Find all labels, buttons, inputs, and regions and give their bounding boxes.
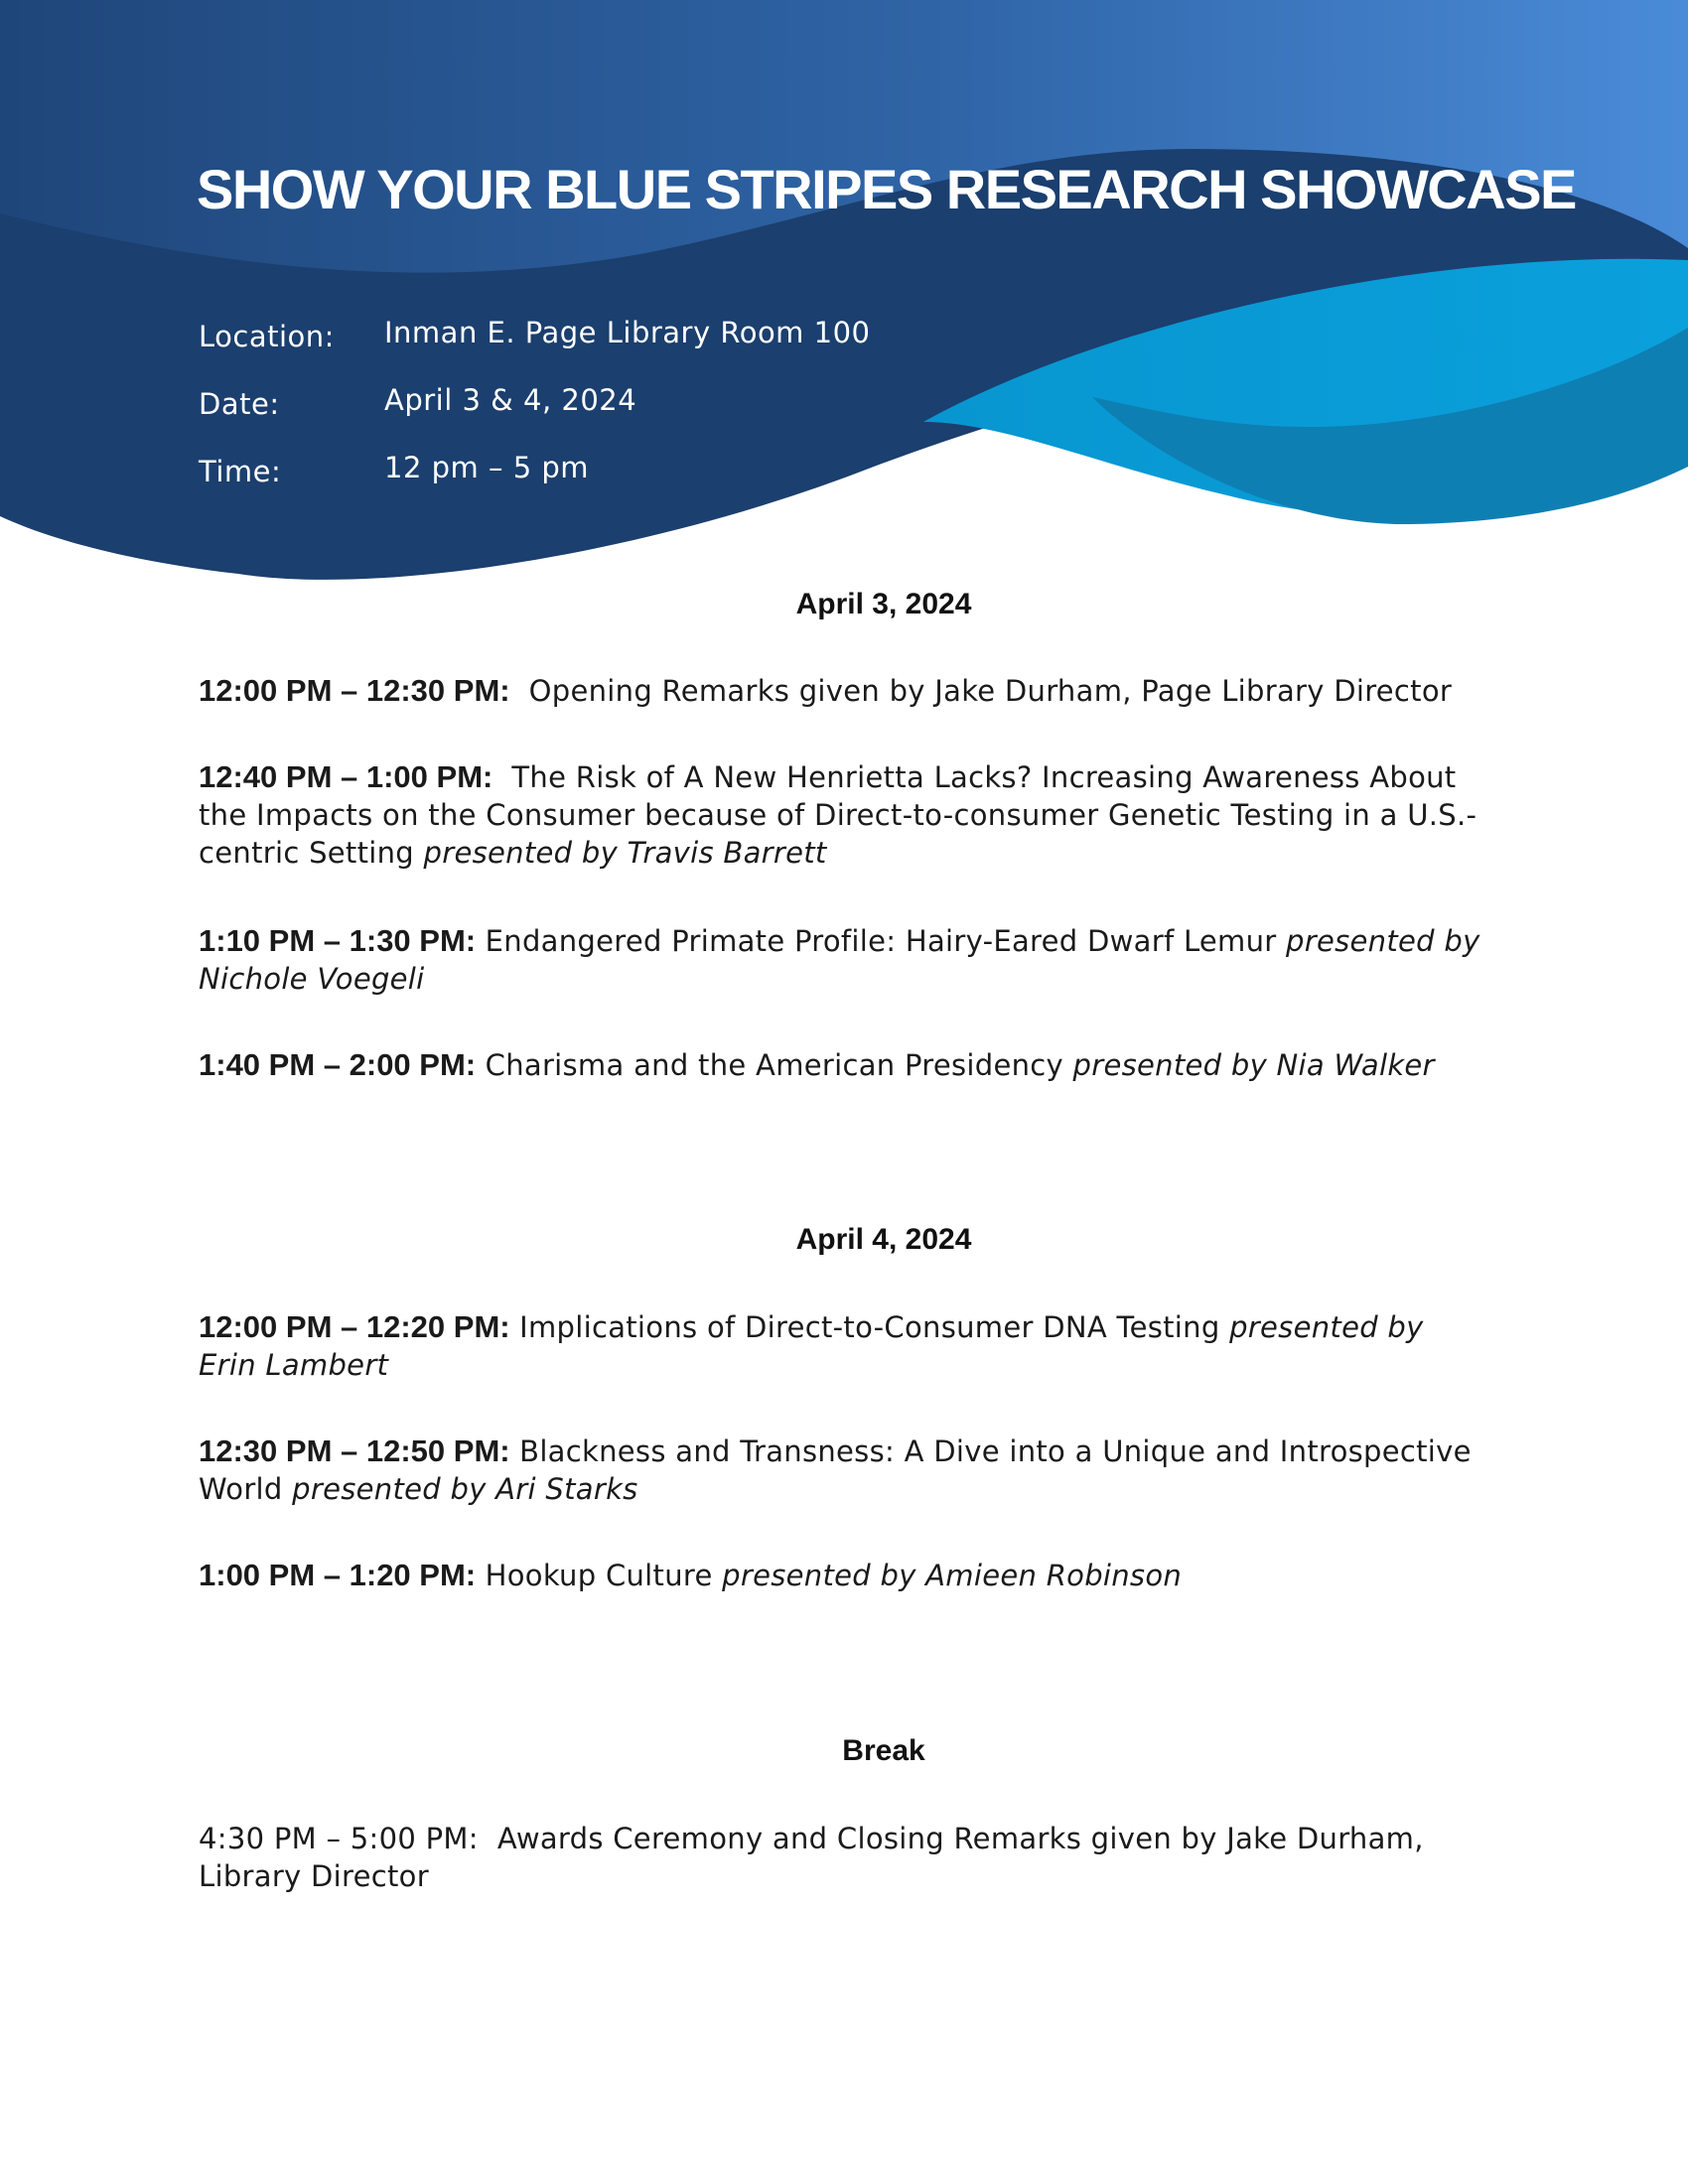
schedule-item <box>199 922 1489 998</box>
schedule-title: The Risk of A New Henrietta Lacks? Increasing Awareness About the Impacts on the Consumer because of Direct-to-consumer Genetic Testing in a U.S.-centric Setting <box>199 760 1477 870</box>
date-value: April 3 & 4, 2024 <box>384 383 637 417</box>
break-heading: Break <box>842 1734 925 1767</box>
schedule-title: Implications of Direct-to-Consumer DNA Testing <box>519 1310 1220 1344</box>
header-wave-graphic <box>0 0 1688 596</box>
schedule-title: Hookup Culture <box>485 1559 713 1592</box>
time-label: Time: <box>199 455 282 488</box>
schedule-presenter: presented by Nichole Voegeli <box>199 924 1480 996</box>
schedule-title: Awards Ceremony and Closing Remarks given by Jake Durham, Library Director <box>199 1822 1424 1893</box>
schedule-title: Blackness and Transness: A Dive into a Unique and Introspective World <box>199 1434 1472 1506</box>
time-value: 12 pm – 5 pm <box>384 451 590 484</box>
schedule-item <box>199 1308 1489 1384</box>
schedule-presenter: presented by Ari Starks <box>292 1472 638 1506</box>
location-value: Inman E. Page Library Room 100 <box>384 316 871 349</box>
schedule-time: 1:00 PM – 1:20 PM: <box>199 1558 477 1592</box>
schedule-item <box>199 1557 1489 1594</box>
schedule-item <box>199 672 1489 710</box>
schedule-title: Opening Remarks given by Jake Durham, Page Library Director <box>528 674 1453 708</box>
schedule-item <box>199 1820 1489 1895</box>
schedule-time: 1:40 PM – 2:00 PM: <box>199 1047 477 1082</box>
schedule-time: 12:00 PM – 12:30 PM: <box>199 673 510 708</box>
schedule-time: 12:30 PM – 12:50 PM: <box>199 1433 510 1468</box>
schedule-time: 1:10 PM – 1:30 PM: <box>199 923 477 958</box>
schedule-title: Endangered Primate Profile: Hairy-Eared Dwarf Lemur <box>485 924 1277 958</box>
date-label: Date: <box>199 387 280 421</box>
day1-heading: April 3, 2024 <box>795 588 972 620</box>
schedule-presenter: presented by Nia Walker <box>1072 1048 1435 1082</box>
schedule-presenter: presented by Amieen Robinson <box>722 1559 1183 1592</box>
schedule-item <box>199 1046 1489 1084</box>
schedule-item <box>199 1433 1489 1508</box>
event-title: SHOW YOUR BLUE STRIPES RESEARCH SHOWCASE <box>197 158 1576 220</box>
schedule-time: 12:40 PM – 1:00 PM: <box>199 759 493 794</box>
schedule-title: Charisma and the American Presidency <box>485 1048 1063 1082</box>
schedule-presenter: presented by Erin Lambert <box>199 1310 1424 1382</box>
location-label: Location: <box>199 320 335 353</box>
day2-heading: April 4, 2024 <box>795 1223 972 1256</box>
schedule-item <box>199 758 1489 872</box>
schedule-time: 4:30 PM – 5:00 PM: <box>199 1822 479 1855</box>
schedule-presenter: presented by Travis Barrett <box>423 836 827 870</box>
schedule-time: 12:00 PM – 12:20 PM: <box>199 1309 510 1344</box>
